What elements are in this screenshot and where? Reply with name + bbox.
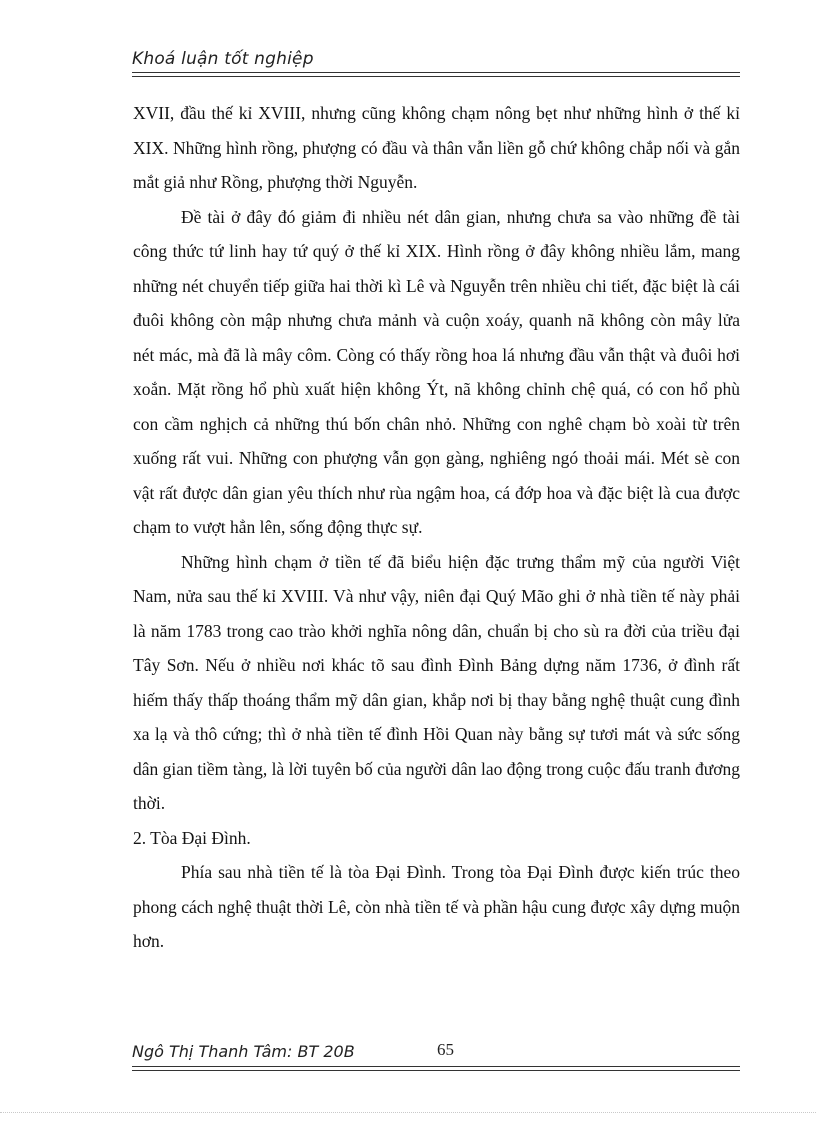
page-footer bbox=[132, 1038, 740, 1071]
paragraph-aesthetic-features: Những hình chạm ở tiền tế đã biểu hiện đặc trưng thẩm mỹ của người Việt Nam, nửa sau thế kỉ XVIII. Và như vậy, niên đại Quý Mão ghi ở nhà tiền tế này phải là năm 1783 trong cao trào khởi nghĩa nông dân, chuẩn bị cho sù ra đời của triều đại Tây Sơn. Nếu ở nhiều nơi khác tõ sau đình Đình Bảng dựng năm 1736, ở đình rất hiếm thấy thấp thoáng thẩm mỹ dân gian, khắp nơi bị thay bằng nghệ thuật cung đình xa lạ và thô cứng; thì ở nhà tiền tế đình Hồi Quan này bằng sự tươi mát và sức sống dân gian tiềm tàng, là lời tuyên bố của người dân lao động trong cuộc đấu tranh đương thời. bbox=[133, 551, 740, 813]
body-text bbox=[133, 96, 740, 959]
page-number: 65 bbox=[437, 1040, 454, 1059]
page-header bbox=[132, 48, 740, 77]
footer-author: Ngô Thị Thanh Tâm: BT 20B bbox=[132, 1042, 355, 1061]
footer-rule bbox=[132, 1066, 740, 1071]
header-title: Khoá luận tốt nghiệp bbox=[132, 49, 314, 69]
section-heading: 2. Tòa Đại Đình. bbox=[133, 827, 251, 848]
page-edge-divider bbox=[0, 1112, 816, 1113]
paragraph-decorative-themes: Đề tài ở đây đó giảm đi nhiều nét dân gian, nhưng chưa sa vào những đề tài công thức tứ linh hay tứ quý ở thế kỉ XIX. Hình rồng ở đây không nhiều lắm, mang những nét chuyển tiếp giữa hai thời kì Lê và Nguyễn trên nhiều chi tiết, đặc biệt là cái đuôi không còn mập nhưng chưa mảnh và cuộn xoáy, quanh nã không còn mây lửa nét mác, mà đã là mây côm. Còng có thấy rồng hoa lá nhưng đầu vẫn thật và đuôi hơi xoắn. Mặt rồng hổ phù xuất hiện không Ýt, nã không chỉnh chệ quá, có con hổ phù con cầm nghịch cả những thú bốn chân nhỏ. Những con nghê chạm bò xoài từ trên xuống rất vui. Những con phượng vẫn gọn gàng, nghiêng ngó thoải mái. Mét sè con vật rất được dân gian yêu thích như rùa ngậm hoa, cá đớp hoa và đặc biệt là cua được chạm to vượt hẳn lên, sống động thực sự. bbox=[133, 206, 740, 537]
paragraph-dai-dinh: Phía sau nhà tiền tế là tòa Đại Đình. Trong tòa Đại Đình được kiến trúc theo phong cách nghệ thuật thời Lê, còn nhà tiền tế và phần hậu cung được xây dựng muộn hơn. bbox=[133, 862, 740, 951]
paragraph-continuation: XVII, đầu thế kỉ XVIII, nhưng cũng không chạm nông bẹt như những hình ở thế kỉ XIX. Những hình rồng, phượng có đầu và thân vẫn liền gỗ chứ không chắp nối và gắn mắt giả như Rồng, phượng thời Nguyễn. bbox=[133, 103, 740, 192]
header-rule bbox=[132, 72, 740, 77]
